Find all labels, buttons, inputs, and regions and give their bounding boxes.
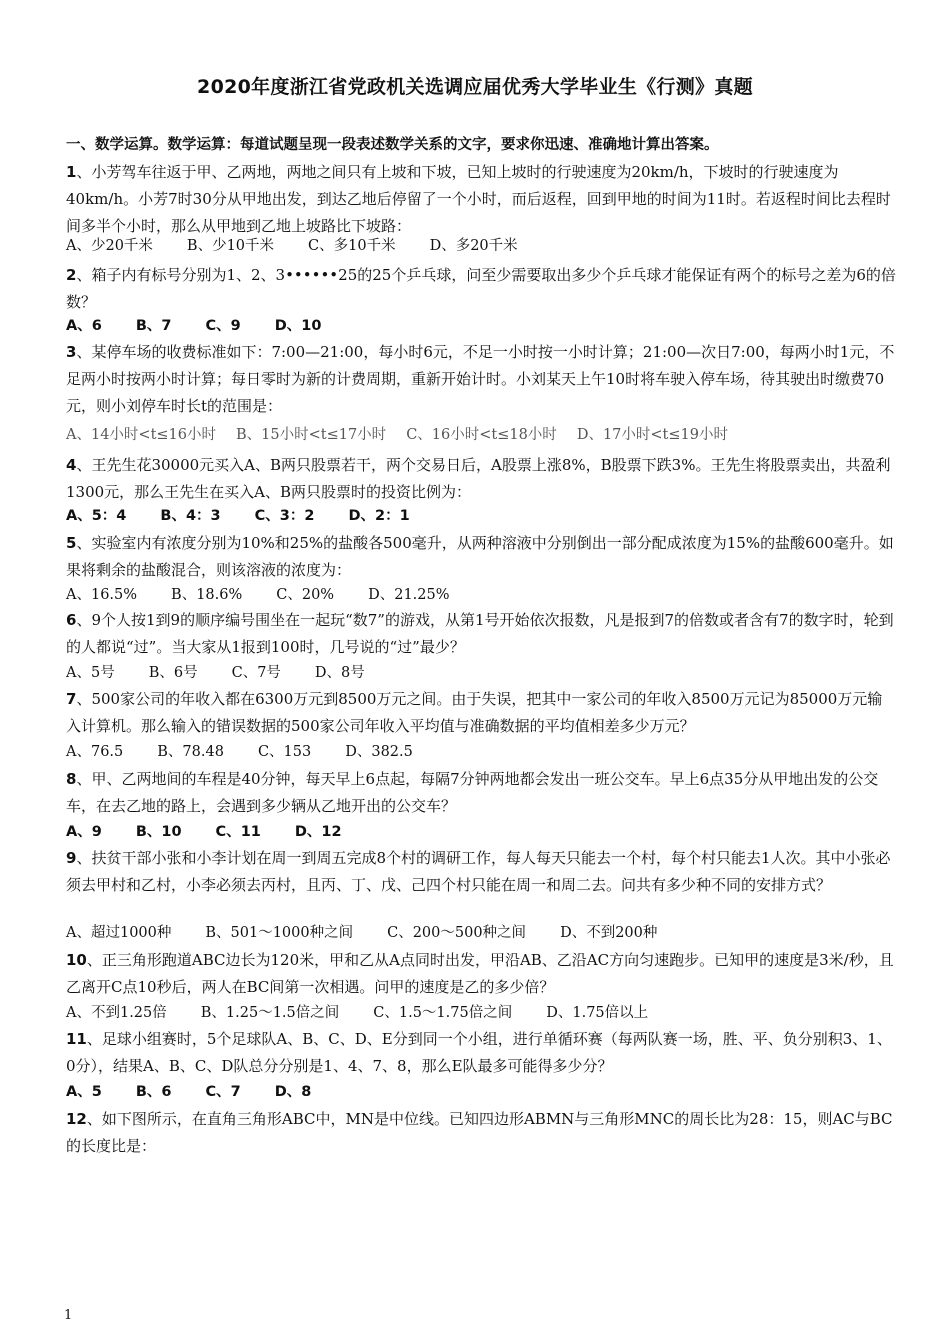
option-c: C、11	[215, 824, 261, 840]
option-d: D、8	[274, 1084, 312, 1100]
question-11	[66, 1026, 896, 1080]
question-text: 、足球小组赛时，5个足球队A、B、C、D、E分到同一个小组，进行单循环赛（每两队赛一场，胜、平、负分别积3、1、0分），结果A、B、C、D队总分分别是1、4、7、8，那么E队最多可能得多少分？	[66, 1030, 892, 1075]
option-c: C、多10千米	[308, 238, 396, 254]
question-number: 10	[66, 951, 87, 969]
question-number: 3	[66, 343, 77, 361]
option-c: C、1.5～1.75倍之间	[373, 1005, 513, 1021]
option-d: D、382.5	[345, 744, 413, 760]
question-text: 、箱子内有标号分别为1、2、3••••••25的25个乒乓球，问至少需要取出多少个乒乓球才能保证有两个的标号之差为6的倍数？	[66, 266, 896, 311]
options-8	[66, 820, 896, 841]
option-a: A、少20千米	[66, 238, 153, 254]
question-number: 2	[66, 266, 77, 284]
option-d: D、不到200种	[560, 925, 658, 941]
option-c: C、7	[205, 1084, 241, 1100]
question-number: 12	[66, 1110, 87, 1128]
question-text: 、9个人按1到9的顺序编号围坐在一起玩“数7”的游戏，从第1号开始依次报数，凡是报到7的倍数或者含有7的数字时，轮到的人都说“过”。当大家从1报到100时，几号说的“过”最少？	[66, 611, 894, 656]
option-c: C、7号	[231, 665, 281, 681]
option-c: C、3：2	[254, 508, 315, 524]
option-c: C、16小时<t≤18小时	[406, 427, 557, 443]
options-10	[66, 1001, 896, 1022]
question-1	[66, 159, 896, 240]
options-1	[66, 234, 896, 255]
question-6	[66, 607, 896, 661]
option-d: D、2：1	[348, 508, 410, 524]
question-7	[66, 686, 896, 740]
question-8	[66, 766, 896, 820]
question-2	[66, 262, 896, 316]
options-3	[66, 423, 896, 444]
question-number: 6	[66, 611, 77, 629]
options-4	[66, 504, 896, 525]
options-2	[66, 314, 896, 335]
options-6	[66, 661, 896, 682]
option-b: B、15小时<t≤17小时	[236, 427, 387, 443]
option-d: D、12	[294, 824, 342, 840]
option-a: A、9	[66, 824, 102, 840]
question-number: 8	[66, 770, 77, 788]
question-text: 、扶贫干部小张和小李计划在周一到周五完成8个村的调研工作，每人每天只能去一个村，每个村只能去1人次。其中小张必须去甲村和乙村，小李必须去丙村，且丙、丁、戊、己四个村只能在周一和周二去。问共有多少种不同的安排方式？	[66, 849, 891, 894]
option-d: D、多20千米	[429, 238, 518, 254]
question-number: 7	[66, 690, 77, 708]
options-9	[66, 921, 896, 942]
option-b: B、18.6%	[171, 587, 243, 603]
question-3	[66, 339, 896, 420]
option-a: A、5：4	[66, 508, 127, 524]
page-title: 2020年度浙江省党政机关选调应届优秀大学毕业生《行测》真题	[197, 76, 753, 98]
option-a: A、不到1.25倍	[66, 1005, 167, 1021]
question-number: 4	[66, 456, 77, 474]
option-a: A、5号	[66, 665, 115, 681]
options-11	[66, 1080, 896, 1101]
option-d: D、17小时<t≤19小时	[576, 427, 728, 443]
question-text: 、正三角形跑道ABC边长为120米，甲和乙从A点同时出发，甲沿AB、乙沿AC方向匀速跑步。已知甲的速度是3米/秒，且乙离开C点10秒后，两人在BC间第一次相遇。问甲的速度是乙的多少倍？	[66, 951, 894, 996]
option-d: D、8号	[314, 665, 365, 681]
options-7	[66, 740, 896, 761]
option-d: D、21.25%	[368, 587, 450, 603]
options-5	[66, 583, 896, 604]
question-4	[66, 452, 896, 506]
option-b: B、501～1000种之间	[205, 925, 354, 941]
option-b: B、少10千米	[186, 238, 275, 254]
question-text: 、小芳驾车往返于甲、乙两地，两地之间只有上坡和下坡，已知上坡时的行驶速度为20km/h，下坡时的行驶速度为40km/h。小芳7时30分从甲地出发，到达乙地后停留了一个小时，而后返程，回到甲地的时间为11时。若返程时间比去程时间多半个小时，那么从甲地到乙地上坡路比下坡路：	[66, 163, 891, 235]
question-text: 、如下图所示，在直角三角形ABC中，MN是中位线。已知四边形ABMN与三角形MNC的周长比为28：15，则AC与BC的长度比是：	[66, 1110, 893, 1155]
option-d: D、10	[274, 318, 322, 334]
question-12	[66, 1106, 896, 1160]
section-heading: 一、数学运算。数学运算：每道试题呈现一段表述数学关系的文字，要求你迅速、准确地计算出答案。	[66, 137, 719, 153]
option-b: B、7	[135, 318, 172, 334]
question-9	[66, 845, 896, 899]
question-number: 5	[66, 534, 77, 552]
option-b: B、6	[135, 1084, 172, 1100]
question-text: 、实验室内有浓度分别为10%和25%的盐酸各500毫升，从两种溶液中分别倒出一部分配成浓度为15%的盐酸600毫升。如果将剩余的盐酸混合，则该溶液的浓度为：	[66, 534, 894, 579]
option-d: D、1.75倍以上	[546, 1005, 649, 1021]
page-number: 1	[64, 1308, 73, 1323]
option-c: C、9	[205, 318, 241, 334]
option-b: B、1.25～1.5倍之间	[200, 1005, 340, 1021]
question-number: 1	[66, 163, 77, 181]
option-b: B、6号	[148, 665, 198, 681]
question-text: 、王先生花30000元买入A、B两只股票若干，两个交易日后，A股票上涨8%，B股票下跌3%。王先生将股票卖出，共盈利1300元，那么王先生在买入A、B两只股票时的投资比例为：	[66, 456, 891, 501]
option-a: A、5	[66, 1084, 102, 1100]
option-a: A、16.5%	[66, 587, 138, 603]
option-b: B、78.48	[157, 744, 224, 760]
option-c: C、153	[257, 744, 312, 760]
option-b: B、4：3	[160, 508, 221, 524]
option-a: A、76.5	[66, 744, 124, 760]
option-c: C、200～500种之间	[387, 925, 527, 941]
option-a: A、超过1000种	[66, 925, 172, 941]
question-text: 、某停车场的收费标准如下：7:00—21:00，每小时6元，不足一小时按一小时计算；21:00—次日7:00，每两小时1元，不足两小时按两小时计算；每日零时为新的计费周期，重新开始计时。小刘某天上午10时将车驶入停车场，待其驶出时缴费70元，则小刘停车时长t的范围是：	[66, 343, 895, 415]
option-c: C、20%	[276, 587, 335, 603]
question-10	[66, 947, 896, 1001]
option-b: B、10	[135, 824, 182, 840]
question-number: 11	[66, 1030, 87, 1048]
question-number: 9	[66, 849, 77, 867]
question-text: 、500家公司的年收入都在6300万元到8500万元之间。由于失误，把其中一家公司的年收入8500万元记为85000万元输入计算机。那么输入的错误数据的500家公司年收入平均值与准确数据的平均值相差多少万元？	[66, 690, 883, 735]
question-text: 、甲、乙两地间的车程是40分钟，每天早上6点起，每隔7分钟两地都会发出一班公交车。早上6点35分从甲地出发的公交车，在去乙地的路上，会遇到多少辆从乙地开出的公交车？	[66, 770, 879, 815]
question-5	[66, 530, 896, 584]
option-a: A、6	[66, 318, 102, 334]
option-a: A、14小时<t≤16小时	[66, 427, 216, 443]
